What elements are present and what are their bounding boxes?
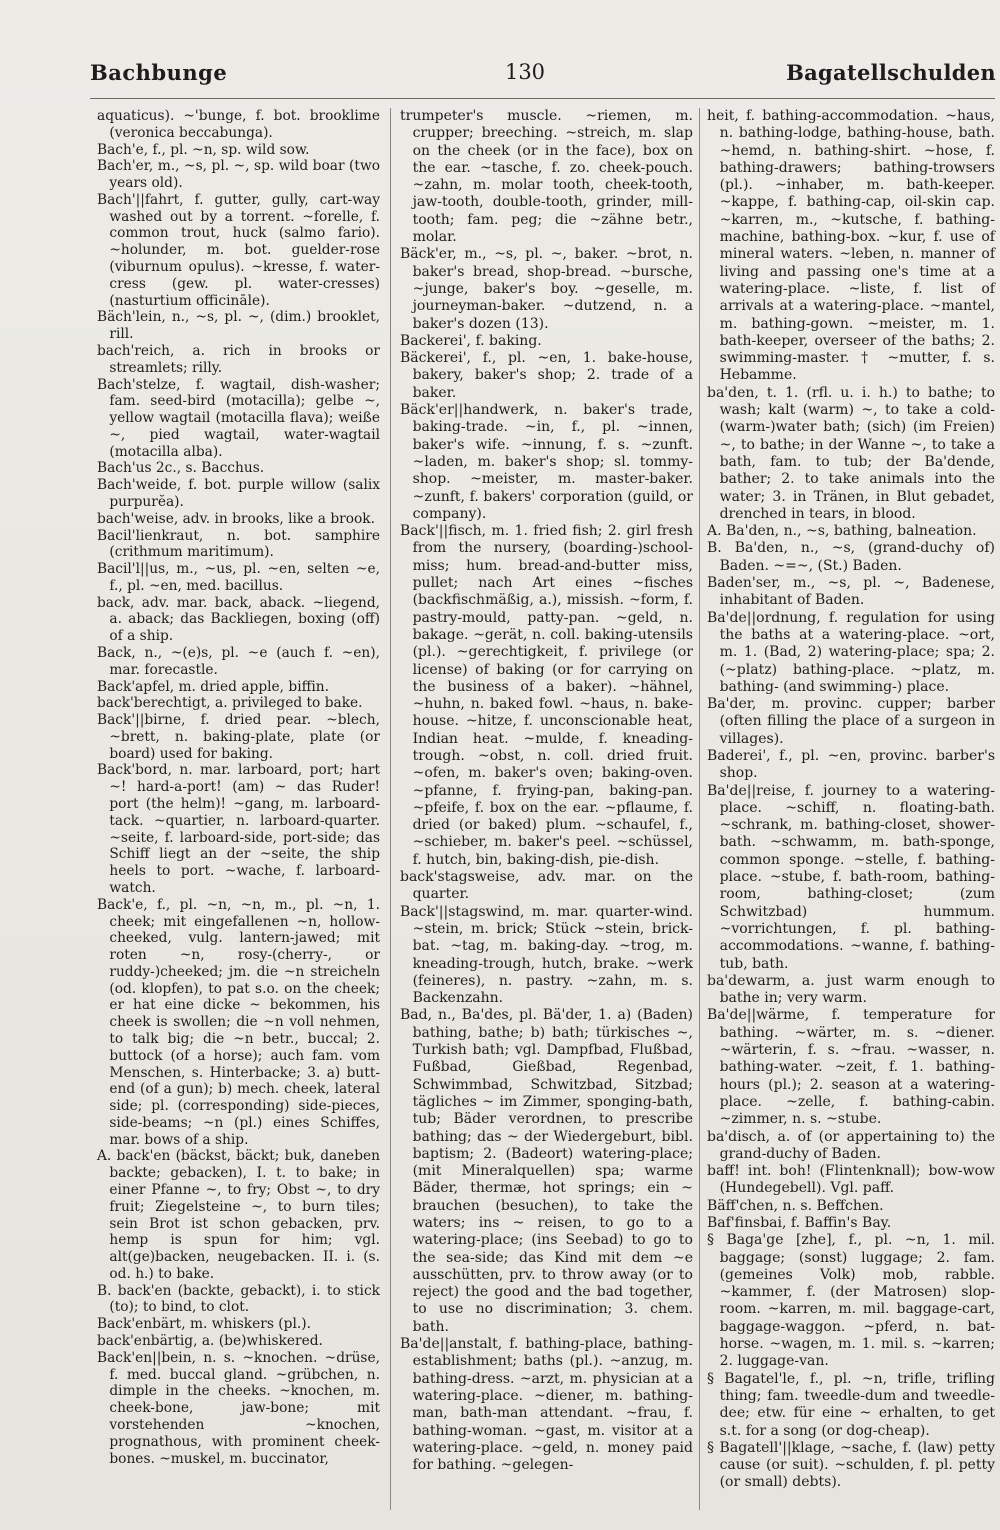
dictionary-entry: Bad, n., Ba'des, pl. Bä'der, 1. a) (Baden) bathing, bathe; b) bath; türkisches ~, Turkish bath; vgl. Dampfbad, Flußbad, Fußbad, Gießbad, Regenbad, Schwimmbad, Schwitzbad, Sitzbad; tägliches ~ im Zimmer, sponging-bath, tub; Bäder verordnen, to prescribe bathing; das ~ der Wiedergeburt, bibl. baptism; 2. (Badeort) watering-place; (mit Mineralquellen) spa; warme Bäder, thermæ, hot springs; ein ~ brauchen (besuchen), to take the waters; ins ~ reisen, to go to a watering-place; (ins Seebad) to go to the sea-side; das Kind mit dem ~e ausschütten, prv. to throw away (or to reject) the good and the bad together, to use no discrimination; 3. chem. bath. [400,1007,693,1335]
dictionary-entry: Bacil'lienkraut, n. bot. samphire (crithmum maritimum). [97,527,380,561]
dictionary-entry: Ba'de||wärme, f. temperature for bathing. ~wärter, m. s. ~diener. ~wärterin, f. s. ~frau. ~wasser, n. bathing-water. ~zeit, f. 1. bathing-hours (pl.); 2. season at a watering-place. ~zelle, f. bathing-cabin. ~zimmer, n. s. ~stube. [707,1007,995,1128]
page-number: 130 [504,60,546,84]
dictionary-entry: Baf'finsbai, f. Baffin's Bay. [707,1215,892,1231]
dictionary-entry: Bacil'l||us, m., ~us, pl. ~en, selten ~e, f., pl. ~en, med. bacillus. [97,561,380,594]
header-first-entry: Bachbunge [90,60,228,85]
dictionary-entry: Back'enbärt, m. whiskers (pl.). [97,1316,311,1333]
dictionary-entry: A. back'en (bäckst, bäckt; buk, daneben backte; gebacken), I. t. to bake; in einer Pfanne ~, to fry; Obst ~, to dry fruit; Ziegelsteine ~, to burn tiles; sein Brot ist schon gebacken, prv. hemp is spun for him; vgl. alt(ge)backen, neugebacken. II. i. (s. od. h.) to bake. [97,1148,380,1282]
column-separator-1 [390,108,391,1510]
dictionary-entry: Ba'der, m. provinc. cupper; barber (often filling the place of a surgeon in villages). [707,696,995,747]
dictionary-entry: back, adv. mar. back, aback. ~liegend, a. aback; das Backliegen, boxing (off) of a ship. [97,594,380,645]
dictionary-entry: ba'disch, a. of (or appertaining to) the grand-duchy of Baden. [707,1128,995,1162]
dictionary-entry: baff! int. boh! (Flintenknall); bow-wow (Hundegebell). Vgl. paff. [707,1163,995,1197]
dictionary-entry: Baderei', f., pl. ~en, provinc. barber's shop. [707,747,995,782]
dictionary-entry: Back'||stagswind, m. mar. quarter-wind. ~stein, m. brick; Stück ~stein, brick-bat. ~tag, m. baking-day. ~trog, m. kneading-trough, hutch, brake. ~werk (feineres), n. pastry. ~zahn, m. s. Backenzahn. [400,903,693,1007]
dictionary-entry: Bäch'lein, n., ~s, pl. ~, (dim.) brooklet, rill. [97,309,380,343]
dictionary-entry: A. Ba'den, n., ~s, bathing, balneation. [707,523,977,540]
dictionary-entry: back'berechtigt, a. privileged to bake. [97,695,363,712]
dictionary-entry: back'enbärtig, a. (be)whiskered. [97,1333,323,1350]
dictionary-entry: § Bagatel'le, f., pl. ~n, trifle, trifling thing; fam. tweedle-dum and tweedle-dee; etw. für eine ~ erhalten, to get s.t. for a song (or dog-cheap). [707,1370,995,1439]
dictionary-entry: Bach'er, m., ~s, pl. ~, sp. wild boar (two years old). [97,158,380,192]
column-middle [400,108,693,1474]
dictionary-entry: bach'reich, a. rich in brooks or streamlets; rilly. [97,342,380,376]
dictionary-entry: Bach'weide, f. bot. purple willow (salix purpurĕa). [97,477,380,510]
dictionary-entry: Ba'de||ordnung, f. regulation for using the baths at a watering-place. ~ort, m. 1. (Bad, 2) watering-place; spa; 2. (~platz) bathing-place. ~platz, m. bathing- (and swimming-) place. [707,609,995,695]
dictionary-entry: Bäck'er, m., ~s, pl. ~, baker. ~brot, n. baker's bread, shop-bread. ~bursche, ~junge, baker's boy. ~geselle, m. journeyman-baker. ~dutzend, n. a baker's dozen (13). [400,246,693,332]
dictionary-entry: Back'||birne, f. dried pear. ~blech, ~brett, n. baking-plate, plate (or board) used for baking. [97,712,380,762]
dictionary-entry: Back'bord, n. mar. larboard, port; hart ~! hard-a-port! (am) ~ das Ruder! port (the helm)! ~gang, m. larboard-tack. ~quartier, n. larboard-quarter. ~seite, f. larboard-side, port-side; das Schiff liegt an der ~seite, the ship heels to port. ~wache, f. larboard-watch. [97,762,380,896]
dictionary-entry: ba'dewarm, a. just warm enough to bathe in; very warm. [707,972,995,1007]
dictionary-entry: Bach'e, f., pl. ~n, sp. wild sow. [97,141,310,158]
dictionary-entry: Baden'ser, m., ~s, pl. ~, Badenese, inhabitant of Baden. [707,575,995,609]
dictionary-entry: Bach'stelze, f. wagtail, dish-washer; fam. seed-bird (motacilla); gelbe ~, yellow wagtail (motacilla flava); weiße ~, pied wagtail, water-wagtail (motacilla alba). [97,376,380,460]
dictionary-entry: B. Ba'den, n., ~s, (grand-duchy of) Baden. ~=~, (St.) Baden. [707,540,995,574]
dictionary-entry: B. back'en (backte, gebackt), i. to stick (to); to bind, to clot. [97,1282,380,1316]
dictionary-entry: bach'weise, adv. in brooks, like a brook. [97,510,375,527]
dictionary-entry: Bäff'chen, n. s. Beffchen. [707,1197,884,1214]
header-rule [90,98,995,99]
dictionary-entry: ba'den, t. 1. (rfl. u. i. h.) to bathe; to wash; kalt (warm) ~, to take a cold-(warm-)water bath; (sich) (im Freien) ~, to bathe; in der Wanne ~, to take a bath, fam. to tub; der Ba'dende, bather; 2. to take animals into the water; 3. in Tränen, in Blut gebadet, drenched in tears, in blood. [707,384,995,522]
column-right [707,108,995,1492]
column-left [97,108,380,1467]
page-header [0,56,1000,96]
dictionary-entry: Back, n., ~(e)s, pl. ~e (auch f. ~en), mar. forecastle. [97,645,380,678]
dictionary-entry: § Baga'ge [zhe], f., pl. ~n, 1. mil. baggage; (sonst) luggage; 2. fam. (gemeines Volk) mob, rabble. ~kammer, f. (der Matrosen) slop-room. ~karren, m. mil. baggage-cart, baggage-waggon. ~pferd, n. bat-horse. ~wagen, m. 1. mil. s. ~karren; 2. luggage-van. [707,1232,995,1370]
dictionary-entry: Bäckerei', f., pl. ~en, 1. bake-house, bakery, baker's shop; 2. trade of a baker. [400,350,693,401]
dictionary-entry: Bach'us 2c., s. Bacchus. [97,460,265,477]
dictionary-entry: Bäck'er||handwerk, n. baker's trade, baking-trade. ~in, f., pl. ~innen, baker's wife. ~innung, f. s. ~zunft. ~laden, m. baker's shop; sl. tommy-shop. ~meister, m. master-baker. ~zunft, f. bakers' corporation (guild, or company). [400,402,693,522]
dictionary-entry: Bach'||fahrt, f. gutter, gully, cart-way washed out by a torrent. ~forelle, f. common trout, huck (salmo fario). ~holunder, m. bot. guelder-rose (viburnum opulus). ~kresse, f. water-cress (gew. pl. water-cresses) (nasturtium officināle). [97,191,380,309]
dictionary-entry: back'stagsweise, adv. mar. on the quarter. [400,869,693,903]
dictionary-entry: Ba'de||anstalt, f. bathing-place, bathing-establishment; baths (pl.). ~anzug, m. bathing-dress. ~arzt, m. physician at a watering-place. ~diener, m. bathing-man, bath-man attendant. ~frau, f. bathing-woman. ~gast, m. visitor at a watering-place. ~geld, n. money paid for bathing. ~gelegen- [400,1336,693,1474]
dictionary-entry: Back'apfel, m. dried apple, biffin. [97,678,330,695]
dictionary-entry: Backerei', f. baking. [400,332,542,349]
dictionary-entry: Back'e, f., pl. ~n, ~n, m., pl. ~n, 1. cheek; mit eingefallenen ~n, hollow-cheeked, vulg. lantern-jawed; mit roten ~n, rosy-(cherry-, or ruddy-)cheeked; jm. die ~n streicheln (od. klopfen), to pat s.o. on the cheek; er hat eine dicke ~ bekommen, his cheek is swollen; die ~n voll nehmen, to talk big; die ~n betr., buccal; 2. buttock (of a horse); auch fam. vom Menschen, s. Hinterbacke; 3. a) butt-end (of a gun); b) mech. cheek, lateral side; pl. (corresponding) side-pieces, side-beams; ~n (pl.) eines Schiffes, mar. bows of a ship. [97,896,380,1148]
dictionary-entry: Back'en||bein, n. s. ~knochen. ~drüse, f. med. buccal gland. ~grübchen, n. dimple in the cheeks. ~knochen, m. cheek-bone, jaw-bone; mit vorstehenden ~knochen, prognathous, with prominent cheek-bones. ~muskel, m. buccinator, [97,1349,380,1467]
dictionary-entry: aquaticus). ~'bunge, f. bot. brooklime (veronica beccabunga). [97,108,380,141]
dictionary-entry: trumpeter's muscle. ~riemen, m. crupper; breeching. ~streich, m. slap on the cheek (or in the face), box on the ear. ~tasche, f. zo. cheek-pouch. ~zahn, m. molar tooth, cheek-tooth, jaw-tooth, double-tooth, grinder, mill-tooth; fam. peg; die ~zähne betr., molar. [400,108,693,246]
dictionary-entry: Ba'de||reise, f. journey to a watering-place. ~schiff, n. floating-bath. ~schrank, m. bathing-closet, shower-bath. ~schwamm, m. bath-sponge, common sponge. ~stelle, f. bathing-place. ~stube, f. bath-room, bathing-room, bathing-closet; (zum Schwitzbad) hummum. ~vorrichtungen, f. pl. bathing-accommodations. ~wanne, f. bathing-tub, bath. [707,782,995,972]
dictionary-entry: heit, f. bathing-accommodation. ~haus, n. bathing-lodge, bathing-house, bath. ~hemd, n. bathing-shirt. ~hose, f. bathing-drawers; bathing-trowsers (pl.). ~inhaber, m. bath-keeper. ~kappe, f. bathing-cap, oil-skin cap. ~karren, m., ~kutsche, f. bathing-machine, bathing-box. ~kur, f. use of mineral waters. ~leben, n. manner of living and passing one's time at a watering-place. ~liste, f. list of arrivals at a watering-place. ~mantel, m. bathing-gown. ~meister, m. 1. bath-keeper, overseer of the baths; 2. swimming-master. † ~mutter, f. s. Hebamme. [707,108,995,384]
header-last-entry: Bagatellschulden [786,60,996,85]
dictionary-entry: Back'||fisch, m. 1. fried fish; 2. girl fresh from the nursery, (boarding-)school-miss; hum. bread-and-butter miss, pullet; nach Art eines ~fisches (backfischmäßig, a.), missish. ~form, f. pastry-mould, patty-pan. ~geld, n. bakage. ~gerät, n. coll. baking-utensils (pl.). ~gerechtigkeit, f. privilege (or license) of baking (or for carrying on the business of a baker). ~hähnel, ~huhn, n. baked fowl. ~haus, n. bake-house. ~hitze, f. unconscionable heat, Indian heat. ~mulde, f. kneading-trough. ~obst, n. coll. dried fruit. ~ofen, m. baker's oven; baking-oven. ~pfanne, f. frying-pan, baking-pan. ~pfeife, f. box on the ear. ~pflaume, f. dried (or baked) plum. ~schaufel, f., ~schieber, m. baker's peel. ~schüssel, f. hutch, bin, baking-dish, pie-dish. [400,523,693,868]
dictionary-entry: § Bagatell'||klage, ~sache, f. (law) petty cause (or suit). ~schulden, f. pl. petty (or small) debts). [707,1439,995,1491]
column-separator-2 [699,108,700,1510]
